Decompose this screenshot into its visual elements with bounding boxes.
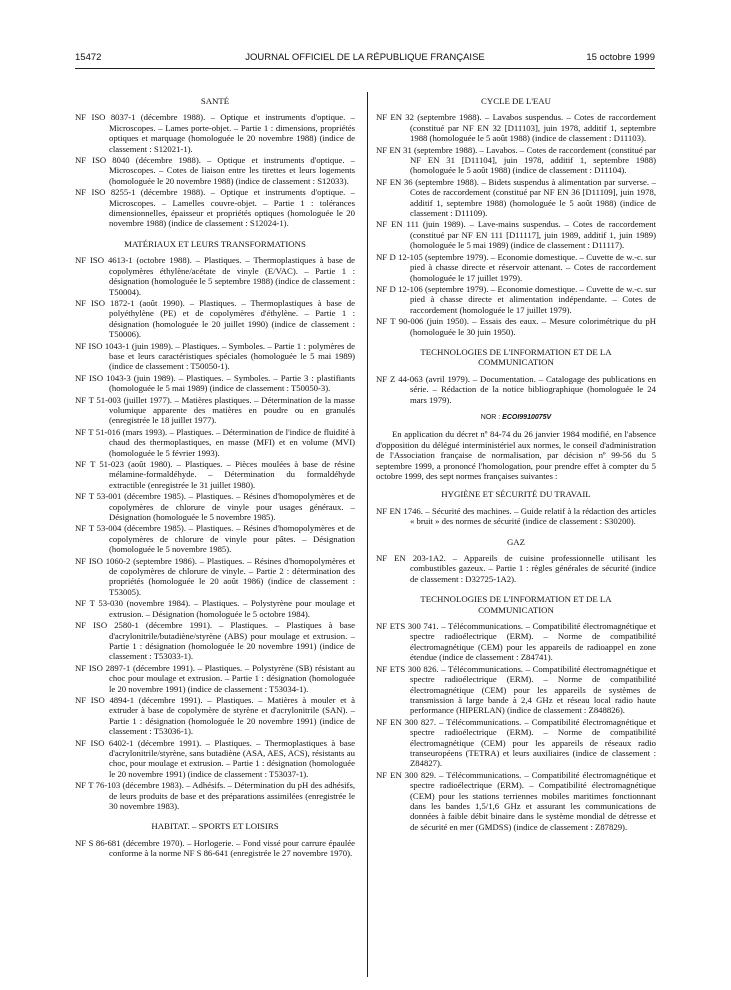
section-heading: TECHNOLOGIES DE L'INFORMATION ET DE LA COMMUNICATION xyxy=(420,594,612,615)
section-heading: GAZ xyxy=(506,536,526,547)
standard-entry: NF Z 44-063 (avril 1979). – Documentation. – Catalogage des publications en série. – Rédaction de la notice bibliographique (homologuée le 24 mars 1979). xyxy=(376,373,656,405)
standard-entry: NF ISO 8255-1 (décembre 1988). – Optique et instruments d'optique. – Microscopes. – Lamelles couvre-objet. – Partie 1 : tolérances dimensionnelles, épaisseur et propriétés optiques (homologuée le 20 novembre 1988) (indice de classement : S12024-1). xyxy=(75,187,355,229)
standard-entry: NF ISO 1043-1 (juin 1989). – Plastiques. – Symboles. – Partie 1 : polymères de base et leurs caractéristiques spéciales (homologuée le 5 mai 1989) (indice de classement : T50050-1). xyxy=(75,340,355,372)
standard-entry: NF EN 31 (septembre 1988). – Lavabos. – Cotes de raccordement (constitué par NF EN 31 [D11104], juin 1978, additif 1, septembre 1988) (homologuée le 5 août 1988) (indice de classement : D11104). xyxy=(376,144,656,176)
section-materiaux xyxy=(75,239,355,812)
standard-entry: NF T 76-103 (décembre 1983). – Adhésifs. – Détermination du pH des adhésifs, de leurs produits de base et des préparations assimilées (enregistrée le 30 novembre 1983). xyxy=(75,780,355,811)
standard-entry: NF S 86-681 (décembre 1970). – Horlogerie. – Fond vissé pour carrure épaulée conforme à la norme NF S 86-641 (enregistrée le 27 novembre 1970). xyxy=(75,837,355,859)
nor-reference xyxy=(376,413,656,423)
standard-entry: NF T 51-003 (juillet 1977). – Matières plastiques. – Détermination de la masse volumique apparente des matières en poudre ou en granulés (enregistrée le 18 juillet 1977). xyxy=(75,394,355,426)
right-column xyxy=(376,96,656,833)
standard-entry: NF D 12-105 (septembre 1979). – Economie domestique. – Cuvette de w.-c. sur pied à chasse directe et réservoir attenant. – Cotes de raccordement (homologuée le 17 juillet 1979). xyxy=(376,251,656,283)
page-header xyxy=(75,52,655,66)
standard-entry: NF EN 300 827. – Télécommunications. – Compatibilité électromagnétique et spectre radioélectrique (ERM). – Norme de compatibilité électromagnétique (CEM) pour les appareils de réseaux radio transeuropéens (TETRA) et leurs auxiliaires (indice de classement : Z84827). xyxy=(376,716,656,769)
standard-entry: NF ISO 6402-1 (décembre 1991). – Plastiques. – Thermoplastiques à base d'acrylonitrile/styrène, sans butadiène (ASA, AES, ACS), résistants au choc, pour moulage et extrusion. – Partie 1 : désignation (homologuée le 20 novembre 1991) (indice de classement : T53037-1). xyxy=(75,737,355,779)
standard-entry: NF T 51-023 (août 1980). – Plastiques. – Pièces moulées à base de résine mélamine-formaldéhyde. – Détermination du formaldéhyde extractible (enregistrée le 31 juillet 1980). xyxy=(75,459,355,490)
standard-entry: NF T 51-016 (mars 1993). – Plastiques. – Détermination de l'indice de fluidité à chaud des thermoplastiques, en masse (MFI) et en volume (MVI) (homologuée le 5 février 1993). xyxy=(75,426,355,458)
section-cycle-eau xyxy=(376,96,656,337)
standard-entry: NF EN 300 829. – Télécommunications. – Compatibilité électromagnétique et spectre radioélectrique (ERM). – Compatibilité électromagnétique (CEM) pour les stations terriennes mobiles maritimes fonctionnant dans les bandes 1,5/1,6 GHz et assurant les communications de données à faible débit binaire dans le système mondial de détresse et de sécurité en mer (GMDSS) (indice de classement : Z87829). xyxy=(376,769,656,832)
standard-entry: NF EN 1746. – Sécurité des machines. – Guide relatif à la rédaction des articles « bruit » des normes de sécurité (indice de classement : S30200). xyxy=(376,505,656,527)
section-heading: SANTÉ xyxy=(200,96,230,106)
page-number: 15472 xyxy=(75,52,102,63)
standard-entry: NF T 53-004 (décembre 1985). – Plastiques. – Résines d'homopolymères et de copolymères de chlorure de vinyle pour pâtes. – Désignation (homologuée le 5 novembre 1985). xyxy=(75,523,355,555)
section-heading: CYCLE DE L'EAU xyxy=(481,96,551,106)
section-heading: TECHNOLOGIES DE L'INFORMATION ET DE LA COMMUNICATION xyxy=(420,346,612,368)
section-heading: HYGIÈNE ET SÉCURITÉ DU TRAVAIL xyxy=(441,489,591,500)
section-hygiene xyxy=(376,489,656,526)
standard-entry: NF ETS 300 741. – Télécommunications. – Compatibilité électromagnétique et spectre radioélectrique (ERM). – Norme de compatibilité électromagnétique (CEM) pour les appareils de radioappel en zone étendue (indice de classement : Z84741). xyxy=(376,621,656,663)
standard-entry: NF ETS 300 826. – Télécommunications. – Compatibilité électromagnétique et spectre radioélectrique (ERM). – Norme de compatibilité électromagnétique (CEM) pour les appareils de systèmes de transmission à large bande à 2,4 GHz et réseau local radio haute performance (HIPERLAN) (indice de classement : Z848826). xyxy=(376,663,656,716)
journal-title: JOURNAL OFFICIEL DE LA RÉPUBLIQUE FRANÇAISE xyxy=(245,52,485,63)
standard-entry: NF EN 36 (septembre 1988). – Bidets suspendus à alimentation par surverse. – Cotes de raccordement (constitué par NF EN 36 [D11109], juin 1978, additif 1, septembre 1988) (homologuée le 5 août 1988) (indice de classement : D11109). xyxy=(376,176,656,219)
standard-entry: NF ISO 8037-1 (décembre 1988). – Optique et instruments d'optique. – Microscopes. – Lames porte-objet. – Partie 1 : dimensions, propriétés optiques et marquage (homologuée le 20 novembre 1988) (indice de classement : S12021-1). xyxy=(75,112,355,154)
standard-entry: NF ISO 2897-1 (décembre 1991). – Plastiques. – Polystyrène (SB) résistant au choc pour moulage et extrusion. – Partie 1 : désignation (homologuée le 20 novembre 1991) (indice de classement : T53034-1). xyxy=(75,662,355,694)
standard-entry: NF T 53-030 (novembre 1984). – Plastiques. – Polystyrène pour moulage et extrusion. – Désignation (homologuée le 5 octobre 1984). xyxy=(75,598,355,619)
nor-code: ECOI9910075V xyxy=(502,413,552,421)
standard-entry: NF ISO 4613-1 (octobre 1988). – Plastiques. – Thermoplastiques à base de copolymères éthylène/acétate de vinyle (E/VAC). – Partie 1 : désignation (homologuée le 5 septembre 1988) (indice de classement : T50004). xyxy=(75,255,355,297)
standard-entry: NF EN 203-1A2. – Appareils de cuisine professionnelle utilisant les combustibles gazeux. – Partie 1 : règles générales de sécurité (indice de classement : D32725-1A2). xyxy=(376,553,656,584)
standard-entry: NF T 53-001 (décembre 1985). – Plastiques. – Résines d'homopolymères et de copolymères de chlorure de vinyle pour usages généraux. – Désignation (homologuée le 5 novembre 1985). xyxy=(75,491,355,523)
left-column xyxy=(75,96,355,860)
section-tic-1 xyxy=(376,347,656,405)
nor-label: NOR : xyxy=(480,413,503,421)
issue-date: 15 octobre 1999 xyxy=(586,52,655,63)
section-sante xyxy=(75,96,355,229)
section-gaz xyxy=(376,537,656,585)
intro-paragraph: En application du décret nº 84-74 du 26 janvier 1984 modifié, en l'absence d'opposition du délégué interministériel aux normes, le conseil d'administration de l'Association française de normalisation, par décision nº 99-56 du 5 septembre 1999, a prononcé l'homologation, pour prendre effet à compter du 5 octobre 1999, des sept normes françaises suivantes : xyxy=(376,429,656,481)
section-habitat xyxy=(75,821,355,858)
standard-entry: NF ISO 2580-1 (décembre 1991). – Plastiques. – Plastiques à base d'acrylonitrile/butadiène/styrène (ABS) pour moulage et extrusion. – Partie 1 : désignation (homologuée le 20 novembre 1991) (indice de classement : T53033-1). xyxy=(75,620,355,662)
standard-entry: NF D 12-106 (septembre 1979). – Economie domestique. – Cuvette de w.-c. sur pied à chasse directe et alimentation indépendante. – Cotes de raccordement (homologuée le 17 juillet 1979). xyxy=(376,283,656,315)
column-divider xyxy=(367,92,368,977)
standard-entry: NF ISO 4894-1 (décembre 1991). – Plastiques. – Matières à mouler et à extruder à base de copolymère de styrène et d'acrylonitrile (SAN). – Partie 1 : désignation (homologuée le 20 novembre 1991) (indice de classement : T53036-1). xyxy=(75,694,355,737)
standard-entry: NF ISO 8040 (décembre 1988). – Optique et instruments d'optique. – Microscopes. – Cotes de liaison entre les tirettes et leurs logements (homologuée le 20 novembre 1988) (indice de classement : S12033). xyxy=(75,155,355,186)
section-heading: HABITAT. – SPORTS ET LOISIRS xyxy=(151,821,279,832)
standard-entry: NF EN 32 (septembre 1988). – Lavabos suspendus. – Cotes de raccordement (constitué par NF EN 32 [D11103], juin 1978, additif 1, septembre 1988 (homologuée le 5 août 1988) (indice de classement : D11103). xyxy=(376,112,656,144)
header-rule xyxy=(75,68,655,69)
section-tic-2 xyxy=(376,594,656,832)
standard-entry: NF T 90-006 (juin 1950). – Essais des eaux. – Mesure colorimétrique du pH (homologuée le 30 juin 1950). xyxy=(376,316,656,337)
section-heading: MATÉRIAUX ET LEURS TRANSFORMATIONS xyxy=(124,238,306,249)
standard-entry: NF EN 111 (juin 1989). – Lave-mains suspendus. – Cotes de raccordement (constitué par NF EN 111 [D11117], juin 1989, additif 1, juin 1989) (homologuée le 5 mai 1989) (indice de classement : D11117). xyxy=(376,219,656,251)
standard-entry: NF ISO 1043-3 (juin 1989). – Plastiques. – Symboles. – Partie 3 : plastifiants (homologuée le 5 mai 1989) (indice de classement : T50050-3). xyxy=(75,372,355,394)
standard-entry: NF ISO 1872-1 (août 1990). – Plastiques. – Thermoplastiques à base de polyéthylène (PE) et de copolymères d'éthylène. – Partie 1 : désignation (homologuée le 20 juillet 1990) (indice de classement : T50006). xyxy=(75,297,355,340)
standard-entry: NF ISO 1060-2 (septembre 1986). – Plastiques. – Résines d'homopolymères et de copolymères de chlorure de vinyle. – Partie 2 : détermination des propriétés (homologuée le 20 août 1986) (indice de classement : T53005). xyxy=(75,555,355,597)
